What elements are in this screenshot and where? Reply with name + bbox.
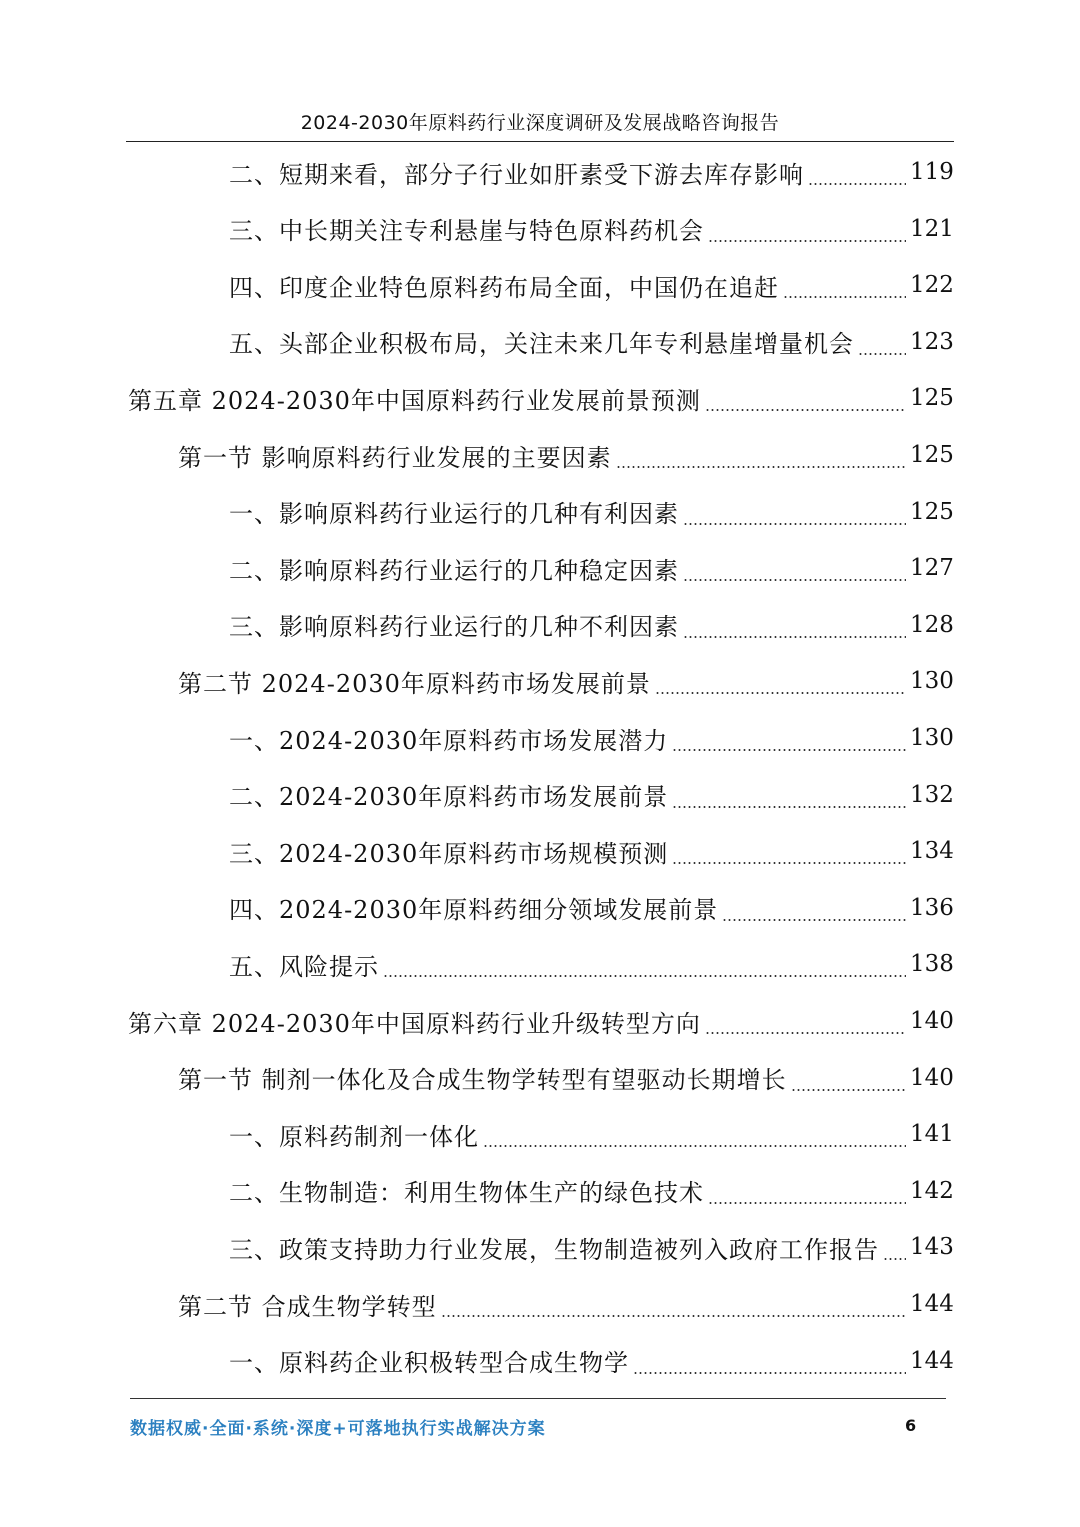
- toc-entry-page: 130: [910, 668, 954, 695]
- toc-entry[interactable]: [229, 260, 954, 310]
- dot-leader: [383, 975, 906, 977]
- footer-divider: [130, 1398, 946, 1399]
- toc-entry-title: 二、生物制造：利用生物体生产的绿色技术: [229, 1179, 704, 1208]
- toc-entry-title: 三、影响原料药行业运行的几种不利因素: [229, 613, 679, 642]
- footer-slogan: 数据权威·全面·系统·深度+可落地执行实战解决方案: [130, 1419, 546, 1439]
- toc-entry-page: 125: [910, 385, 954, 412]
- dot-leader: [708, 240, 906, 242]
- toc-entry[interactable]: [229, 883, 954, 933]
- dot-leader: [722, 919, 906, 921]
- toc-entry[interactable]: [178, 656, 954, 706]
- toc-entry[interactable]: [229, 826, 954, 876]
- dot-leader: [683, 579, 906, 581]
- toc-entry-title: 一、原料药企业积极转型合成生物学: [229, 1349, 629, 1378]
- toc-entry-title: 四、2024-2030年原料药细分领域发展前景: [229, 896, 719, 925]
- toc-entry[interactable]: [229, 1166, 954, 1216]
- toc-entry-page: 121: [910, 215, 954, 242]
- toc-entry-page: 141: [910, 1121, 954, 1148]
- toc-entry-page: 144: [910, 1347, 954, 1374]
- toc-entry[interactable]: [229, 1222, 954, 1272]
- toc-entry-page: 138: [910, 951, 954, 978]
- toc-entry-title: 一、原料药制剂一体化: [229, 1122, 479, 1151]
- toc-entry-page: 122: [910, 272, 954, 299]
- dot-leader: [708, 1202, 906, 1204]
- toc-entry-title: 二、短期来看，部分子行业如肝素受下游去库存影响: [229, 160, 804, 189]
- toc-entry-page: 119: [910, 159, 954, 185]
- dot-leader: [883, 1258, 906, 1260]
- toc-entry-title: 五、头部企业积极布局，关注未来几年专利悬崖增量机会: [229, 330, 854, 359]
- toc-entry-page: 127: [910, 555, 954, 582]
- dot-leader: [783, 296, 906, 298]
- toc-entry[interactable]: [229, 543, 954, 593]
- toc-entry[interactable]: [178, 1053, 954, 1103]
- dot-leader: [672, 749, 906, 751]
- toc-entry[interactable]: [229, 939, 954, 989]
- toc-entry-page: 140: [910, 1008, 954, 1034]
- toc-entry-page: 125: [910, 442, 954, 468]
- toc-entry-title: 第一节 制剂一体化及合成生物学转型有望驱动长期增长: [178, 1066, 787, 1095]
- toc-entry-page: 125: [910, 498, 954, 525]
- toc-entry-title: 第二节 合成生物学转型: [178, 1292, 437, 1321]
- dot-leader: [441, 1315, 906, 1317]
- toc-entry-title: 五、风险提示: [229, 952, 379, 981]
- toc-entry[interactable]: [128, 996, 954, 1046]
- toc-entry-page: 128: [910, 611, 954, 638]
- toc-entry-title: 一、影响原料药行业运行的几种有利因素: [229, 500, 679, 529]
- toc-entry[interactable]: [178, 430, 954, 480]
- toc-entry-title: 一、2024-2030年原料药市场发展潜力: [229, 726, 669, 755]
- toc-entry-title: 第二节 2024-2030年原料药市场发展前景: [178, 669, 651, 698]
- toc-entry[interactable]: [229, 1109, 954, 1159]
- toc-entry[interactable]: [229, 1336, 954, 1386]
- toc-entry[interactable]: [229, 204, 954, 254]
- toc-entry-title: 三、中长期关注专利悬崖与特色原料药机会: [229, 217, 704, 246]
- toc-entry-title: 二、2024-2030年原料药市场发展前景: [229, 783, 669, 812]
- toc-entry-page: 123: [910, 328, 954, 355]
- toc-entry[interactable]: [229, 600, 954, 650]
- dot-leader: [858, 353, 906, 355]
- dot-leader: [672, 806, 906, 808]
- toc-entry-title: 四、印度企业特色原料药布局全面，中国仍在追赶: [229, 273, 779, 302]
- dot-leader: [483, 1145, 906, 1147]
- toc-entry-page: 142: [910, 1177, 954, 1204]
- toc-entry[interactable]: [229, 713, 954, 763]
- toc-entry-title: 三、政策支持助力行业发展，生物制造被列入政府工作报告: [229, 1235, 879, 1264]
- toc-entry[interactable]: [229, 147, 954, 197]
- dot-leader: [633, 1372, 906, 1374]
- toc-entry-page: 136: [910, 894, 954, 921]
- footer-page-number: 6: [905, 1416, 917, 1435]
- toc-entry[interactable]: [229, 317, 954, 367]
- dot-leader: [655, 692, 906, 694]
- dot-leader: [683, 523, 906, 525]
- header-divider: [126, 141, 954, 142]
- dot-leader: [705, 1032, 906, 1034]
- dot-leader: [672, 862, 906, 864]
- toc-entry-page: 132: [910, 781, 954, 808]
- toc-entry-page: 130: [910, 725, 954, 751]
- toc-entry-title: 第一节 影响原料药行业发展的主要因素: [178, 443, 612, 472]
- dot-leader: [791, 1089, 906, 1091]
- toc-entry-page: 143: [910, 1234, 954, 1261]
- toc-entry-page: 140: [910, 1064, 954, 1091]
- dot-leader: [705, 409, 906, 411]
- toc-entry-title: 三、2024-2030年原料药市场规模预测: [229, 839, 669, 868]
- header-title: 2024-2030年原料药行业深度调研及发展战略咨询报告: [300, 112, 780, 134]
- toc-entry-title: 第五章 2024-2030年中国原料药行业发展前景预测: [128, 386, 701, 415]
- toc-entry[interactable]: [229, 487, 954, 537]
- toc-entry-page: 134: [910, 838, 954, 865]
- toc-entry-title: 二、影响原料药行业运行的几种稳定因素: [229, 556, 679, 585]
- dot-leader: [808, 183, 906, 185]
- toc-entry-title: 第六章 2024-2030年中国原料药行业升级转型方向: [128, 1009, 701, 1038]
- dot-leader: [683, 636, 906, 638]
- toc-entry[interactable]: [128, 373, 954, 423]
- toc-entry-page: 144: [910, 1291, 954, 1317]
- dot-leader: [616, 466, 906, 468]
- toc-entry[interactable]: [229, 770, 954, 820]
- toc-entry[interactable]: [178, 1279, 954, 1329]
